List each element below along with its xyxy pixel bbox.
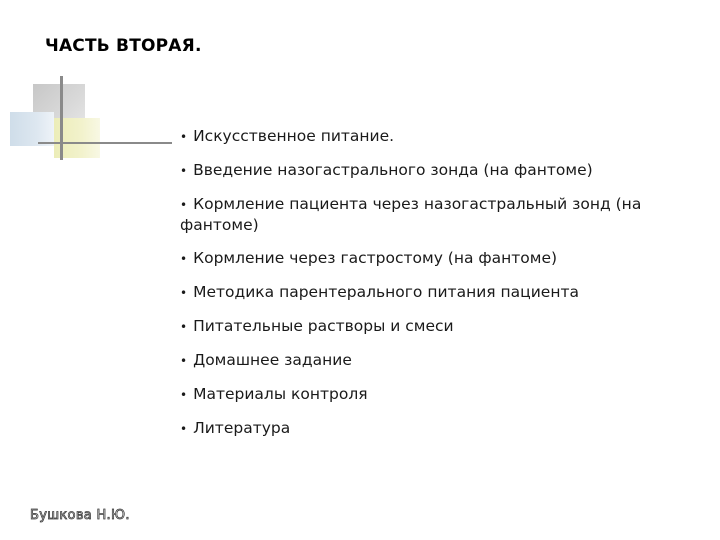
bullet-text: Материалы контроля xyxy=(193,385,368,403)
bullet-icon: • xyxy=(180,320,188,334)
decor-blue-square xyxy=(10,112,54,146)
bullet-item xyxy=(180,126,650,147)
bullet-icon: • xyxy=(180,164,188,178)
bullet-icon: • xyxy=(180,198,188,212)
bullet-icon: • xyxy=(180,422,188,436)
bullet-icon: • xyxy=(180,286,188,300)
bullet-item xyxy=(180,194,650,235)
bullet-item xyxy=(180,350,650,371)
bullet-item xyxy=(180,160,650,181)
bullet-text: Искусственное питание. xyxy=(193,127,395,145)
bullet-icon: • xyxy=(180,130,188,144)
slide-title: ЧАСТЬ ВТОРАЯ. xyxy=(45,36,202,56)
bullet-item xyxy=(180,384,650,405)
bullet-text: Литература xyxy=(193,419,291,437)
bullet-text: Введение назогастрального зонда (на фантоме) xyxy=(193,161,593,179)
bullet-text: Кормление через гастростому (на фантоме) xyxy=(193,249,558,267)
decor-horizontal-line xyxy=(38,142,172,144)
bullet-list xyxy=(180,126,650,452)
bullet-item xyxy=(180,316,650,337)
bullet-icon: • xyxy=(180,354,188,368)
bullet-text: Кормление пациента через назогастральный зонд (на фантоме) xyxy=(180,195,642,234)
bullet-item xyxy=(180,282,650,303)
bullet-icon: • xyxy=(180,252,188,266)
author-caption: Бушкова Н.Ю. xyxy=(30,508,130,523)
bullet-item xyxy=(180,418,650,439)
bullet-text: Питательные растворы и смеси xyxy=(193,317,454,335)
bullet-icon: • xyxy=(180,388,188,402)
bullet-text: Домашнее задание xyxy=(193,351,352,369)
bullet-text: Методика парентерального питания пациента xyxy=(193,283,579,301)
bullet-item xyxy=(180,248,650,269)
decor-vertical-line xyxy=(60,76,63,160)
